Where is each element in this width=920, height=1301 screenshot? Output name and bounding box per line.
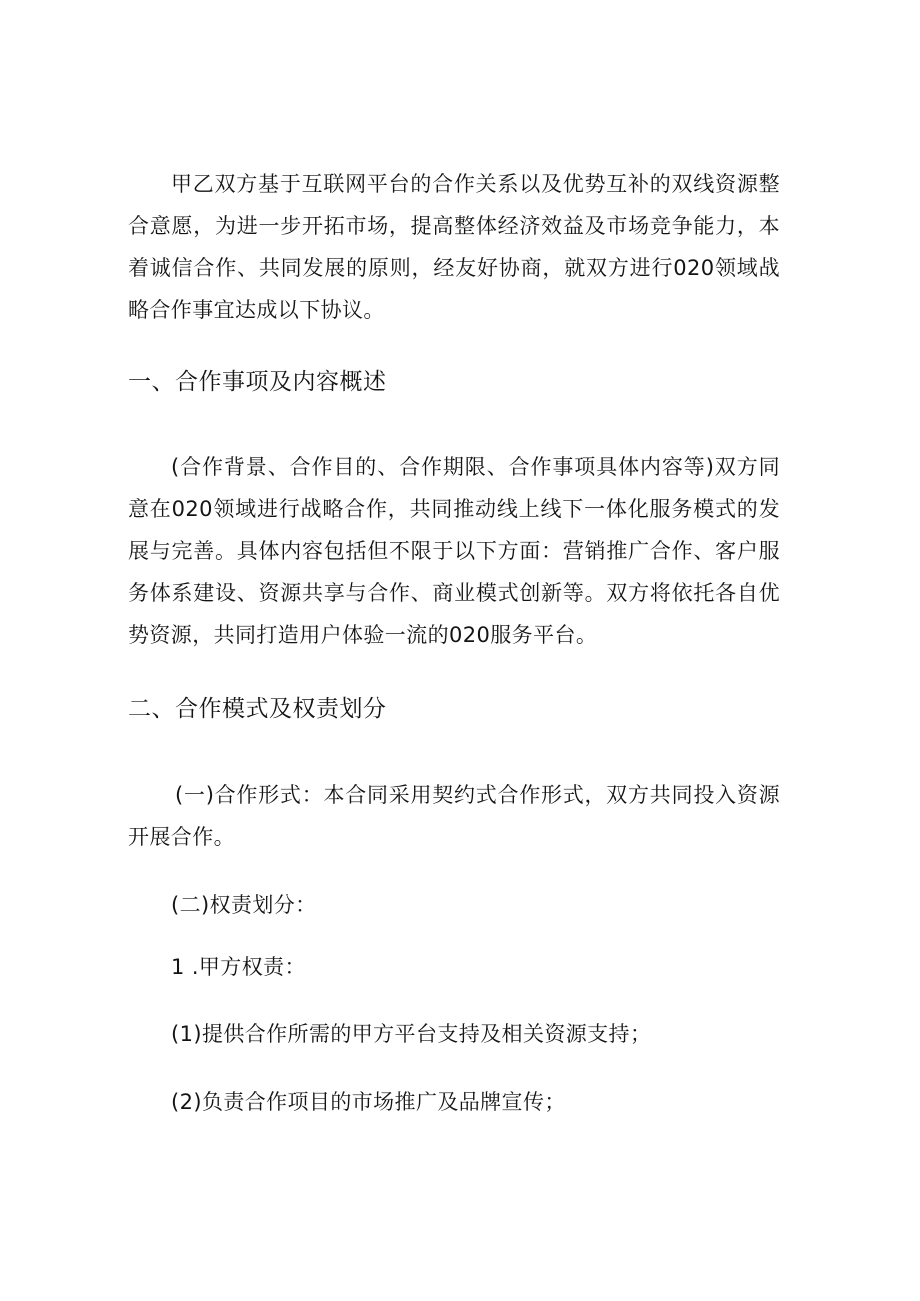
cooperation-form-paragraph: (一)合作形式：本合同采用契约式合作形式，双方共同投入资源开展合作。 (128, 783, 780, 849)
party-a-heading: 1 .甲方权责： (171, 955, 306, 979)
party-a-item-2: (2)负责合作项目的市场推广及品牌宣传； (171, 1090, 566, 1114)
intro-paragraph: 甲乙双方基于互联网平台的合作关系以及优势互补的双线资源整合意愿，为进一步开拓市场，提高整体经济效益及市场竞争能力，本着诚信合作、共同发展的原则，经友好协商，就双方进行020领域战略合作事宜达成以下协议。 (128, 172, 780, 322)
party-a-item-1: (1)提供合作所需的甲方平台支持及相关资源支持； (171, 1022, 652, 1046)
rights-division-heading: (二)权责划分： (171, 893, 317, 917)
section-2-heading: 二、合作模式及权责划分 (128, 696, 387, 722)
document-body (128, 163, 780, 1123)
section-1-paragraph: (合作背景、合作目的、合作期限、合作事项具体内容等)双方同意在020领域进行战略合作，共同推动线上线下一体化服务模式的发展与完善。具体内容包括但不限于以下方面：营销推广合作、客户服务体系建设、资源共享与合作、商业模式创新等。双方将依托各自优势资源，共同打造用户体验一流的020服务平台。 (128, 455, 780, 647)
section-1-heading: 一、合作事项及内容概述 (128, 369, 387, 395)
